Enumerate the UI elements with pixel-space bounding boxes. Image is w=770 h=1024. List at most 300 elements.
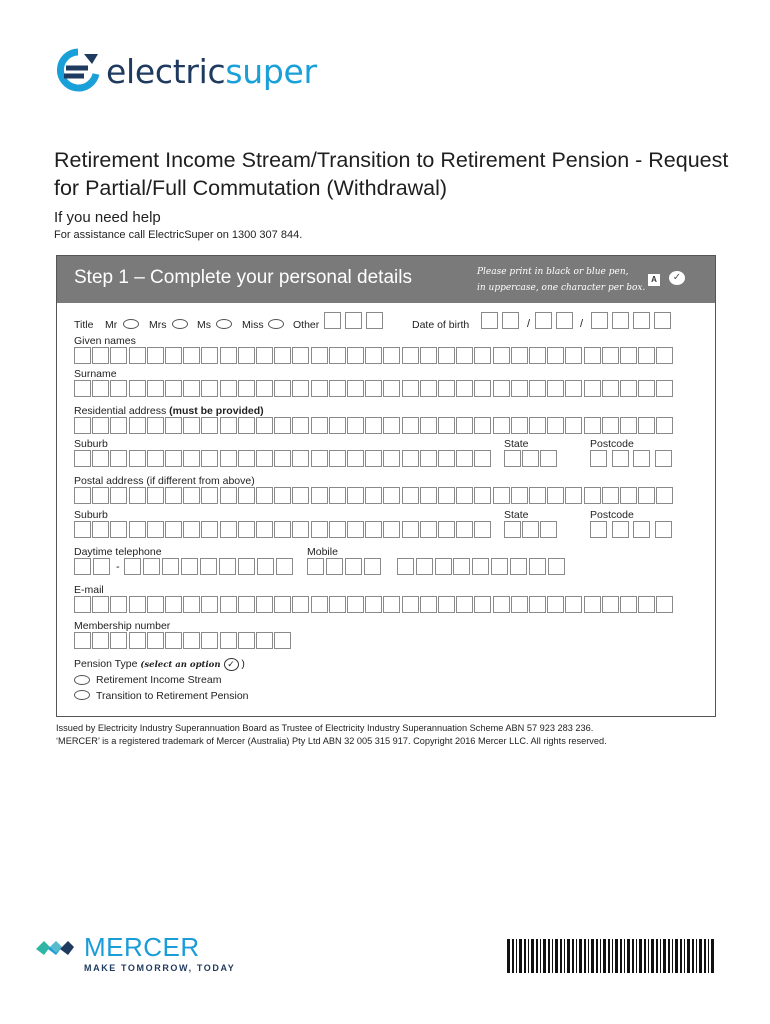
- daytime-telephone-box[interactable]: [162, 558, 179, 575]
- postal-address-box[interactable]: [256, 487, 273, 504]
- step1-title: Step 1 – Complete your personal details: [74, 267, 412, 288]
- membership-number-box[interactable]: [256, 632, 273, 649]
- postal-suburb-box[interactable]: [292, 521, 309, 538]
- email-box[interactable]: [656, 596, 673, 613]
- postal-state-box[interactable]: [540, 521, 557, 538]
- surname-box[interactable]: [183, 380, 200, 397]
- surname-box[interactable]: [220, 380, 237, 397]
- surname-box[interactable]: [238, 380, 255, 397]
- email-box[interactable]: [110, 596, 127, 613]
- given-names-box[interactable]: [420, 347, 437, 364]
- radio-transition-to-retirement[interactable]: [74, 690, 90, 700]
- residential-address-box[interactable]: [74, 417, 91, 434]
- postal-suburb-box[interactable]: [165, 521, 182, 538]
- postcode-box[interactable]: [612, 450, 629, 467]
- email-box[interactable]: [547, 596, 564, 613]
- email-box[interactable]: [584, 596, 601, 613]
- suburb-box[interactable]: [110, 450, 127, 467]
- surname-box[interactable]: [493, 380, 510, 397]
- given-names-box[interactable]: [256, 347, 273, 364]
- surname-box[interactable]: [438, 380, 455, 397]
- surname-box[interactable]: [329, 380, 346, 397]
- surname-box[interactable]: [110, 380, 127, 397]
- email-box[interactable]: [292, 596, 309, 613]
- surname-box[interactable]: [274, 380, 291, 397]
- given-names-box[interactable]: [365, 347, 382, 364]
- phone-separator: -: [116, 561, 120, 573]
- postal-suburb-box[interactable]: [456, 521, 473, 538]
- suburb-box[interactable]: [201, 450, 218, 467]
- postal-postcode-box[interactable]: [590, 521, 607, 538]
- radio-miss[interactable]: [268, 319, 284, 329]
- given-names-box[interactable]: [438, 347, 455, 364]
- barcode-bar: [699, 939, 702, 973]
- suburb-box[interactable]: [256, 450, 273, 467]
- membership-number-box[interactable]: [147, 632, 164, 649]
- given-names-box[interactable]: [474, 347, 491, 364]
- email-box[interactable]: [474, 596, 491, 613]
- residential-address-box[interactable]: [638, 417, 655, 434]
- email-box[interactable]: [129, 596, 146, 613]
- daytime-telephone-box[interactable]: [276, 558, 293, 575]
- mobile-part3-box[interactable]: [472, 558, 489, 575]
- residential-address-box[interactable]: [92, 417, 109, 434]
- postal-address-box[interactable]: [511, 487, 528, 504]
- postal-address-box[interactable]: [201, 487, 218, 504]
- membership-number-box[interactable]: [74, 632, 91, 649]
- given-names-box[interactable]: [565, 347, 582, 364]
- dob-year-box[interactable]: [612, 312, 629, 329]
- postal-address-box[interactable]: [383, 487, 400, 504]
- suburb-box[interactable]: [402, 450, 419, 467]
- suburb-label: Suburb: [74, 438, 108, 450]
- postal-address-box[interactable]: [74, 487, 91, 504]
- email-box[interactable]: [511, 596, 528, 613]
- postal-suburb-box[interactable]: [383, 521, 400, 538]
- residential-address-box[interactable]: [110, 417, 127, 434]
- residential-address-box[interactable]: [420, 417, 437, 434]
- barcode-bar: [603, 939, 606, 973]
- barcode-bar: [543, 939, 546, 973]
- email-box[interactable]: [347, 596, 364, 613]
- suburb-box[interactable]: [420, 450, 437, 467]
- postcode-box[interactable]: [590, 450, 607, 467]
- mobile-part2-box[interactable]: [435, 558, 452, 575]
- suburb-box[interactable]: [129, 450, 146, 467]
- membership-number-box[interactable]: [238, 632, 255, 649]
- email-box[interactable]: [420, 596, 437, 613]
- residential-address-box[interactable]: [201, 417, 218, 434]
- suburb-box[interactable]: [383, 450, 400, 467]
- suburb-box[interactable]: [274, 450, 291, 467]
- email-box[interactable]: [365, 596, 382, 613]
- postal-address-box[interactable]: [238, 487, 255, 504]
- email-box[interactable]: [311, 596, 328, 613]
- surname-box[interactable]: [129, 380, 146, 397]
- given-names-box[interactable]: [402, 347, 419, 364]
- surname-box[interactable]: [474, 380, 491, 397]
- suburb-box[interactable]: [329, 450, 346, 467]
- email-box[interactable]: [402, 596, 419, 613]
- mobile-part1-box[interactable]: [345, 558, 362, 575]
- surname-box[interactable]: [365, 380, 382, 397]
- mobile-part3-box[interactable]: [510, 558, 527, 575]
- membership-number-box[interactable]: [183, 632, 200, 649]
- barcode-bar: [639, 939, 642, 973]
- postal-suburb-box[interactable]: [256, 521, 273, 538]
- email-box[interactable]: [92, 596, 109, 613]
- postal-suburb-box[interactable]: [110, 521, 127, 538]
- surname-box[interactable]: [656, 380, 673, 397]
- given-names-box[interactable]: [183, 347, 200, 364]
- residential-address-box[interactable]: [529, 417, 546, 434]
- email-box[interactable]: [620, 596, 637, 613]
- title-other-box[interactable]: [366, 312, 383, 329]
- dob-year-box[interactable]: [591, 312, 608, 329]
- postal-address-box[interactable]: [292, 487, 309, 504]
- given-names-box[interactable]: [383, 347, 400, 364]
- surname-box[interactable]: [602, 380, 619, 397]
- phone-area-box[interactable]: [74, 558, 91, 575]
- postal-address-box[interactable]: [547, 487, 564, 504]
- mercer-tagline: MAKE TOMORROW, TODAY: [84, 963, 236, 973]
- residential-address-box[interactable]: [402, 417, 419, 434]
- given-names-box[interactable]: [220, 347, 237, 364]
- postal-address-box[interactable]: [147, 487, 164, 504]
- mobile-part3-box[interactable]: [453, 558, 470, 575]
- postal-suburb-box[interactable]: [365, 521, 382, 538]
- phone-area-box[interactable]: [93, 558, 110, 575]
- residential-address-box[interactable]: [329, 417, 346, 434]
- mercer-logo-icon: [36, 937, 80, 961]
- suburb-box[interactable]: [238, 450, 255, 467]
- given-names-box[interactable]: [201, 347, 218, 364]
- radio-ms[interactable]: [216, 319, 232, 329]
- postal-suburb-box[interactable]: [183, 521, 200, 538]
- pension-type-label: Pension Type (select an option ✓ ): [74, 658, 245, 670]
- postal-suburb-box[interactable]: [129, 521, 146, 538]
- given-names-box[interactable]: [274, 347, 291, 364]
- dob-day-box[interactable]: [502, 312, 519, 329]
- mobile-part2-box[interactable]: [416, 558, 433, 575]
- given-names-box[interactable]: [547, 347, 564, 364]
- barcode-bar: [660, 939, 661, 973]
- email-box[interactable]: [383, 596, 400, 613]
- email-box[interactable]: [274, 596, 291, 613]
- surname-box[interactable]: [147, 380, 164, 397]
- postal-suburb-box[interactable]: [238, 521, 255, 538]
- postal-postcode-box[interactable]: [633, 521, 650, 538]
- residential-address-box[interactable]: [565, 417, 582, 434]
- suburb-box[interactable]: [347, 450, 364, 467]
- postal-suburb-box[interactable]: [420, 521, 437, 538]
- postal-suburb-box[interactable]: [74, 521, 91, 538]
- postal-suburb-box[interactable]: [274, 521, 291, 538]
- dob-day-box[interactable]: [481, 312, 498, 329]
- residential-address-box[interactable]: [656, 417, 673, 434]
- dob-month-box[interactable]: [535, 312, 552, 329]
- postal-address-box[interactable]: [365, 487, 382, 504]
- email-box[interactable]: [493, 596, 510, 613]
- mobile-part3-box[interactable]: [548, 558, 565, 575]
- given-names-box[interactable]: [620, 347, 637, 364]
- radio-retirement-income-stream[interactable]: [74, 675, 90, 685]
- given-names-label: Given names: [74, 335, 136, 347]
- membership-number-box[interactable]: [165, 632, 182, 649]
- barcode-bar: [708, 939, 709, 973]
- residential-address-box[interactable]: [165, 417, 182, 434]
- surname-box[interactable]: [420, 380, 437, 397]
- suburb-box[interactable]: [474, 450, 491, 467]
- title-option-mr: Mr: [105, 319, 118, 331]
- membership-number-box[interactable]: [274, 632, 291, 649]
- given-names-box[interactable]: [110, 347, 127, 364]
- given-names-box[interactable]: [165, 347, 182, 364]
- surname-box[interactable]: [511, 380, 528, 397]
- surname-box[interactable]: [456, 380, 473, 397]
- residential-address-box[interactable]: [438, 417, 455, 434]
- postal-address-box[interactable]: [347, 487, 364, 504]
- postal-suburb-box[interactable]: [438, 521, 455, 538]
- postcode-box[interactable]: [655, 450, 672, 467]
- membership-number-box[interactable]: [129, 632, 146, 649]
- membership-number-box[interactable]: [92, 632, 109, 649]
- residential-address-box[interactable]: [383, 417, 400, 434]
- residential-address-box[interactable]: [547, 417, 564, 434]
- email-box[interactable]: [329, 596, 346, 613]
- postal-address-box[interactable]: [329, 487, 346, 504]
- postal-address-box[interactable]: [129, 487, 146, 504]
- membership-number-box[interactable]: [220, 632, 237, 649]
- daytime-telephone-box[interactable]: [143, 558, 160, 575]
- given-names-box[interactable]: [92, 347, 109, 364]
- given-names-box[interactable]: [329, 347, 346, 364]
- email-box[interactable]: [565, 596, 582, 613]
- given-names-box[interactable]: [493, 347, 510, 364]
- mobile-part2-box[interactable]: [397, 558, 414, 575]
- postal-suburb-box[interactable]: [220, 521, 237, 538]
- surname-box[interactable]: [547, 380, 564, 397]
- suburb-box[interactable]: [365, 450, 382, 467]
- postal-address-box[interactable]: [165, 487, 182, 504]
- email-box[interactable]: [456, 596, 473, 613]
- email-box[interactable]: [238, 596, 255, 613]
- postal-address-box[interactable]: [183, 487, 200, 504]
- given-names-box[interactable]: [511, 347, 528, 364]
- postal-suburb-box[interactable]: [402, 521, 419, 538]
- suburb-box[interactable]: [74, 450, 91, 467]
- email-box[interactable]: [220, 596, 237, 613]
- given-names-box[interactable]: [456, 347, 473, 364]
- daytime-telephone-box[interactable]: [181, 558, 198, 575]
- surname-box[interactable]: [256, 380, 273, 397]
- suburb-box[interactable]: [438, 450, 455, 467]
- surname-box[interactable]: [74, 380, 91, 397]
- barcode-bar: [591, 939, 594, 973]
- given-names-box[interactable]: [529, 347, 546, 364]
- suburb-box[interactable]: [292, 450, 309, 467]
- postal-address-box[interactable]: [220, 487, 237, 504]
- mobile-part1-box[interactable]: [364, 558, 381, 575]
- title-other-box[interactable]: [345, 312, 362, 329]
- residential-address-box[interactable]: [238, 417, 255, 434]
- state-box[interactable]: [504, 450, 521, 467]
- title-other-box[interactable]: [324, 312, 341, 329]
- given-names-box[interactable]: [147, 347, 164, 364]
- surname-box[interactable]: [565, 380, 582, 397]
- surname-box[interactable]: [402, 380, 419, 397]
- postal-suburb-box[interactable]: [474, 521, 491, 538]
- residential-address-box[interactable]: [183, 417, 200, 434]
- given-names-box[interactable]: [311, 347, 328, 364]
- mobile-part3-box[interactable]: [529, 558, 546, 575]
- barcode-bar: [684, 939, 685, 973]
- daytime-telephone-box[interactable]: [257, 558, 274, 575]
- surname-box[interactable]: [201, 380, 218, 397]
- mobile-part3-box[interactable]: [491, 558, 508, 575]
- postal-state-box[interactable]: [504, 521, 521, 538]
- residential-address-box[interactable]: [584, 417, 601, 434]
- residential-address-box[interactable]: [147, 417, 164, 434]
- surname-box[interactable]: [584, 380, 601, 397]
- postal-suburb-box[interactable]: [311, 521, 328, 538]
- given-names-box[interactable]: [238, 347, 255, 364]
- postal-address-box[interactable]: [110, 487, 127, 504]
- surname-box[interactable]: [311, 380, 328, 397]
- postal-address-box[interactable]: [311, 487, 328, 504]
- daytime-telephone-box[interactable]: [200, 558, 217, 575]
- membership-number-box[interactable]: [201, 632, 218, 649]
- title-option-miss: Miss: [242, 319, 264, 331]
- postal-state-box[interactable]: [522, 521, 539, 538]
- postal-address-box[interactable]: [402, 487, 419, 504]
- suburb-box[interactable]: [456, 450, 473, 467]
- postal-address-box[interactable]: [620, 487, 637, 504]
- postal-postcode-box[interactable]: [655, 521, 672, 538]
- postal-address-box[interactable]: [92, 487, 109, 504]
- residential-address-box[interactable]: [220, 417, 237, 434]
- suburb-box[interactable]: [147, 450, 164, 467]
- postal-address-box[interactable]: [474, 487, 491, 504]
- daytime-telephone-box[interactable]: [219, 558, 236, 575]
- email-box[interactable]: [183, 596, 200, 613]
- barcode-bar: [536, 939, 538, 973]
- postal-address-box[interactable]: [529, 487, 546, 504]
- email-box[interactable]: [147, 596, 164, 613]
- postal-address-box[interactable]: [638, 487, 655, 504]
- email-box[interactable]: [74, 596, 91, 613]
- email-box[interactable]: [602, 596, 619, 613]
- given-names-box[interactable]: [74, 347, 91, 364]
- email-box[interactable]: [529, 596, 546, 613]
- given-names-box[interactable]: [584, 347, 601, 364]
- suburb-box[interactable]: [165, 450, 182, 467]
- mobile-part1-box[interactable]: [326, 558, 343, 575]
- state-box[interactable]: [522, 450, 539, 467]
- radio-mr[interactable]: [123, 319, 139, 329]
- residential-address-box[interactable]: [474, 417, 491, 434]
- postal-suburb-box[interactable]: [329, 521, 346, 538]
- postal-postcode-box[interactable]: [612, 521, 629, 538]
- postal-suburb-box[interactable]: [347, 521, 364, 538]
- surname-box[interactable]: [620, 380, 637, 397]
- residential-address-box[interactable]: [620, 417, 637, 434]
- postal-address-box[interactable]: [602, 487, 619, 504]
- postal-address-box[interactable]: [565, 487, 582, 504]
- residential-address-box[interactable]: [274, 417, 291, 434]
- postal-address-box[interactable]: [656, 487, 673, 504]
- email-box[interactable]: [256, 596, 273, 613]
- postal-suburb-box[interactable]: [147, 521, 164, 538]
- suburb-box[interactable]: [92, 450, 109, 467]
- dob-month-box[interactable]: [556, 312, 573, 329]
- postal-address-box[interactable]: [584, 487, 601, 504]
- residential-address-box[interactable]: [129, 417, 146, 434]
- radio-mrs[interactable]: [172, 319, 188, 329]
- postal-address-box[interactable]: [456, 487, 473, 504]
- suburb-box[interactable]: [311, 450, 328, 467]
- residential-address-box[interactable]: [347, 417, 364, 434]
- given-names-box[interactable]: [129, 347, 146, 364]
- title-label: Title: [74, 319, 94, 331]
- given-names-box[interactable]: [638, 347, 655, 364]
- dob-year-box[interactable]: [633, 312, 650, 329]
- suburb-box[interactable]: [220, 450, 237, 467]
- residential-address-box[interactable]: [602, 417, 619, 434]
- pen-note-line2: in uppercase, one character per box.: [477, 283, 646, 293]
- daytime-telephone-box[interactable]: [124, 558, 141, 575]
- residential-address-box[interactable]: [292, 417, 309, 434]
- email-box[interactable]: [638, 596, 655, 613]
- suburb-box[interactable]: [183, 450, 200, 467]
- surname-box[interactable]: [347, 380, 364, 397]
- given-names-box[interactable]: [292, 347, 309, 364]
- surname-box[interactable]: [292, 380, 309, 397]
- given-names-box[interactable]: [656, 347, 673, 364]
- given-names-box[interactable]: [347, 347, 364, 364]
- surname-box[interactable]: [638, 380, 655, 397]
- postcode-box[interactable]: [633, 450, 650, 467]
- postal-suburb-box[interactable]: [201, 521, 218, 538]
- surname-box[interactable]: [92, 380, 109, 397]
- state-box[interactable]: [540, 450, 557, 467]
- postal-address-box[interactable]: [438, 487, 455, 504]
- membership-number-box[interactable]: [110, 632, 127, 649]
- postal-address-box[interactable]: [420, 487, 437, 504]
- logo-text: electricsuper: [106, 52, 317, 91]
- residential-address-box[interactable]: [311, 417, 328, 434]
- residential-address-box[interactable]: [511, 417, 528, 434]
- residential-address-box[interactable]: [493, 417, 510, 434]
- surname-box[interactable]: [383, 380, 400, 397]
- residential-address-box[interactable]: [456, 417, 473, 434]
- email-box[interactable]: [438, 596, 455, 613]
- surname-box[interactable]: [529, 380, 546, 397]
- postal-address-box[interactable]: [274, 487, 291, 504]
- residential-address-box[interactable]: [365, 417, 382, 434]
- daytime-telephone-box[interactable]: [238, 558, 255, 575]
- email-box[interactable]: [165, 596, 182, 613]
- mobile-part1-box[interactable]: [307, 558, 324, 575]
- given-names-box[interactable]: [602, 347, 619, 364]
- postal-suburb-box[interactable]: [92, 521, 109, 538]
- surname-box[interactable]: [165, 380, 182, 397]
- dob-year-box[interactable]: [654, 312, 671, 329]
- postal-address-box[interactable]: [493, 487, 510, 504]
- email-box[interactable]: [201, 596, 218, 613]
- residential-address-box[interactable]: [256, 417, 273, 434]
- barcode-bar: [656, 939, 658, 973]
